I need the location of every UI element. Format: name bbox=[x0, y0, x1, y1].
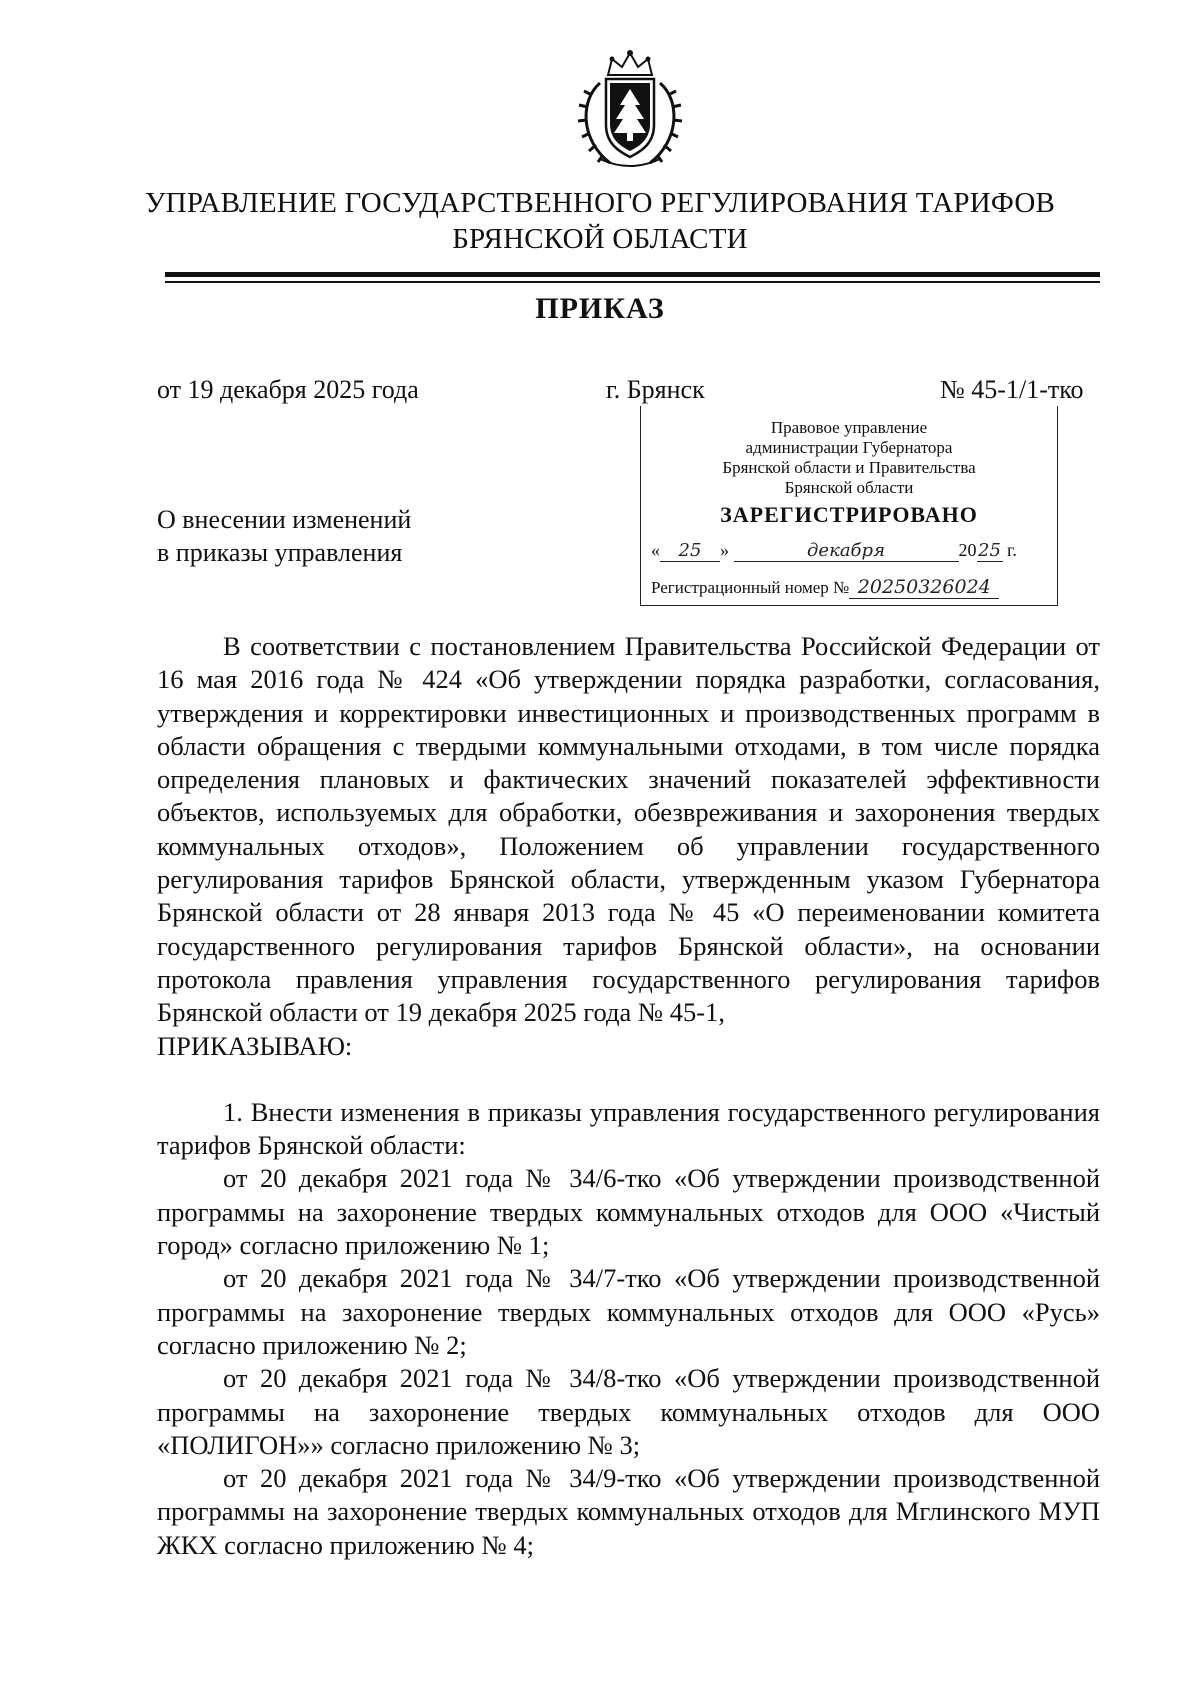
sub-item-2: от 20 декабря 2021 года № 34/7-тко «Об утверждении производственной программы на захоронение твердых коммунальных отходов для ООО «Русь» согласно приложению № 2; bbox=[157, 1263, 1100, 1360]
stamp-year-prefix: 20 bbox=[958, 540, 977, 560]
sub-item-1: от 20 декабря 2021 года № 34/6-тко «Об утверждении производственной программы на захоронение твердых коммунальных отходов для ООО «Чистый город» согласно приложению № 1; bbox=[157, 1163, 1100, 1261]
document-date: от 19 декабря 2025 года bbox=[157, 375, 419, 404]
document-subject bbox=[157, 503, 411, 569]
stamp-registered: ЗАРЕГИСТРИРОВАНО bbox=[720, 502, 978, 527]
stamp-line4: Брянской области bbox=[784, 478, 914, 497]
subject-line2: в приказы управления bbox=[157, 538, 403, 567]
header-rule-thick bbox=[165, 272, 1100, 277]
stamp-year-unit: г. bbox=[1007, 540, 1017, 560]
stamp-reg-label: Регистрационный номер № bbox=[651, 578, 850, 597]
document-number: № 45-1/1-тко bbox=[940, 375, 1084, 404]
order-word: ПРИКАЗЫВАЮ: bbox=[157, 1030, 353, 1061]
stamp-month: декабря bbox=[734, 540, 959, 562]
registration-stamp bbox=[640, 406, 1058, 606]
stamp-day: 25 bbox=[660, 540, 720, 562]
coat-of-arms-emblem bbox=[570, 45, 690, 175]
stamp-line2: администрации Губернатора bbox=[745, 438, 953, 457]
subject-line1: О внесении изменений bbox=[157, 505, 412, 534]
stamp-reg-number: 20250326024 bbox=[849, 576, 999, 599]
stamp-year-suffix: 25 bbox=[978, 540, 1001, 561]
sub-item-4: от 20 декабря 2021 года № 34/9-тко «Об утверждении производственной программы на захоронение твердых коммунальных отходов для Мглинского МУП ЖКХ согласно приложению № 4; bbox=[157, 1463, 1100, 1560]
header-rule-thin bbox=[165, 281, 1100, 283]
organization-title bbox=[0, 185, 1200, 257]
sub-item-3: от 20 декабря 2021 года № 34/8-тко «Об утверждении производственной программы на захоронение твердых коммунальных отходов для ООО «ПОЛИГОН»» согласно приложению № 3; bbox=[157, 1363, 1100, 1460]
stamp-reg-number-line bbox=[651, 576, 1056, 599]
stamp-line3: Брянской области и Правительства bbox=[722, 458, 976, 477]
stamp-line1: Правовое управление bbox=[770, 418, 928, 437]
document-body bbox=[157, 630, 1100, 1562]
stamp-date: « 25 » декабря 2025 г. bbox=[651, 540, 1017, 561]
preamble-paragraph: В соответствии с постановлением Правительства Российской Федерации от 16 мая 2016 года № 424 «Об утверждении порядка разработки, согласования, утверждения и корректировки инвестиционных и производственных программ в области обращения с твердыми коммунальными отходами, в том числе порядка определения плановых и фактических значений показателей эффективности объектов, используемых для обработки, обезвреживания и захоронения твердых коммунальных отходов», Положением об управлении государственного регулирования тарифов Брянской области, утвержденным указом Губернатора Брянской области от 28 января 2013 года № 45 «О переименовании комитета государственного регулирования тарифов Брянской области», на основании протокола правления управления государственного регулирования тарифов Брянской области от 19 декабря 2025 года № 45-1, bbox=[157, 631, 1100, 1028]
org-title-line1: УПРАВЛЕНИЕ ГОСУДАРСТВЕННОГО РЕГУЛИРОВАНИЯ ТАРИФОВ bbox=[144, 187, 1056, 219]
item-1-paragraph: 1. Внести изменения в приказы управления государственного регулирования тарифов Брянской области: bbox=[157, 1096, 1100, 1161]
document-city: г. Брянск bbox=[606, 375, 705, 404]
org-title-line2: БРЯНСКОЙ ОБЛАСТИ bbox=[452, 223, 748, 255]
document-type-heading: ПРИКАЗ bbox=[535, 292, 665, 325]
